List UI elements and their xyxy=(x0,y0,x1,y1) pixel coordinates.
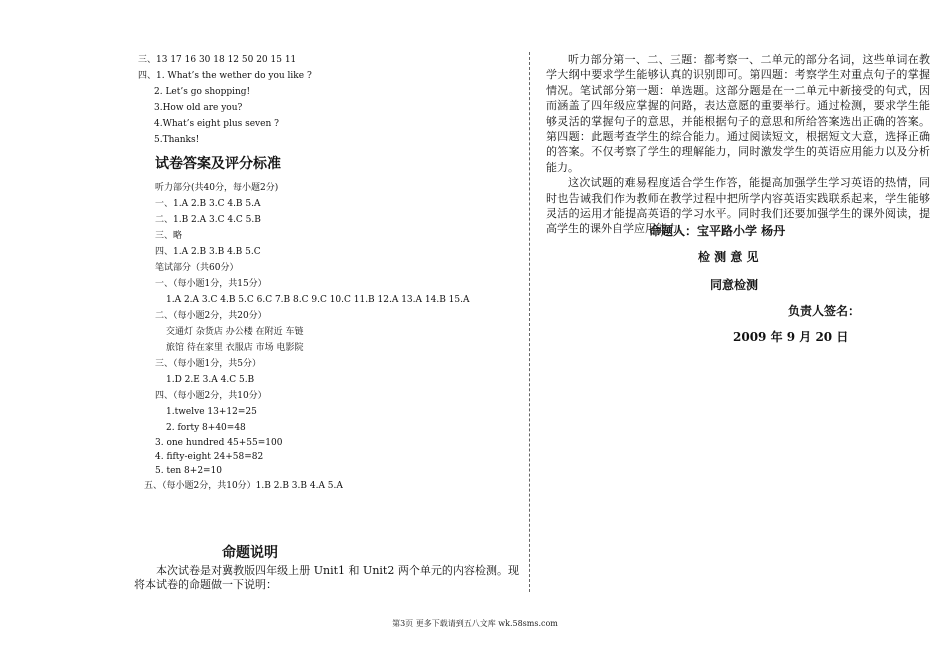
written-section4-answer-2: 2. forty 8+40=48 xyxy=(166,423,246,433)
listening-section3-numbers: 三、13 17 16 30 18 12 50 20 15 11 xyxy=(138,55,297,65)
written-section3-head: 三、（每小题1分，共5分） xyxy=(155,359,261,369)
listening-section4-item-3: 3.How old are you? xyxy=(154,103,243,113)
right-column xyxy=(546,52,930,237)
left-column xyxy=(138,52,518,494)
description-title: 命题说明 xyxy=(222,545,278,561)
written-section4-answer-1: 1.twelve 13+12=25 xyxy=(166,407,257,417)
written-section1-answers: 1.A 2.A 3.C 4.B 5.C 6.C 7.B 8.C 9.C 10.C 11.B 12.A 13.A 14.B 15.A xyxy=(166,295,470,305)
listening-answer-4: 四、1.A 2.B 3.B 4.B 5.C xyxy=(155,247,261,257)
written-section4-answer-3: 3. one hundred 45+55=100 xyxy=(155,438,283,448)
review-heading: 检 测 意 见 xyxy=(698,250,759,264)
written-section2-row2: 旅馆 待在家里 衣服店 市场 电影院 xyxy=(166,343,304,353)
listening-section4-item-2: 2. Let’s go shopping! xyxy=(154,87,251,97)
signer-label: 负责人签名： xyxy=(788,304,861,318)
description-body xyxy=(134,564,519,592)
written-section3-answers: 1.D 2.E 3.A 4.C 5.B xyxy=(166,375,255,385)
review-opinion: 同意检测 xyxy=(710,278,759,292)
written-section4-answer-4: 4. fifty-eight 24+58=82 xyxy=(155,452,264,462)
answers-title: 试卷答案及评分标准 xyxy=(155,156,281,172)
listening-header: 听力部分(共40分，每小题2分) xyxy=(155,183,279,193)
explanation-paragraph-2: 这次试题的难易程度适合学生作答，能提高加强学生学习英语的热情，同时也告诫我们作为教师在教学过程中把所学内容英语实践联系起来，学生能够灵活的运用才能提高英语的学习水平。同时我们还要加强学生的课外阅读，提高学生的课外自学应用能力。 xyxy=(546,176,930,236)
written-section5-answers: 五、（每小题2分，共10分）1.B 2.B 3.B 4.A 5.A xyxy=(144,481,343,491)
written-section4-answer-5: 5. ten 8+2=10 xyxy=(155,466,223,476)
listening-answer-3: 三、略 xyxy=(155,231,183,241)
listening-answer-1: 一、1.A 2.B 3.C 4.B 5.A xyxy=(155,199,261,209)
written-section2-head: 二、（每小题2分，共20分） xyxy=(155,311,267,321)
written-section2-row1: 交通灯 杂货店 办公楼 在附近 车链 xyxy=(166,327,304,337)
description-paragraph: 本次试卷是对冀教版四年级上册 Unit1 和 Unit2 两个单元的内容检测。现将本试卷的命题做一下说明： xyxy=(134,564,519,591)
date-line: 2009 年 9 月 20 日 xyxy=(733,330,849,344)
column-divider xyxy=(529,52,530,592)
written-header: 笔试部分（共60分） xyxy=(155,263,239,273)
listening-section4-item-5: 5.Thanks! xyxy=(154,135,200,145)
listening-section4-item-1: 四、1. What’s the wether do you like ? xyxy=(138,71,312,81)
listening-answer-2: 二、1.B 2.A 3.C 4.C 5.B xyxy=(155,215,261,225)
written-section1-head: 一、（每小题1分，共15分） xyxy=(155,279,267,289)
listening-section4-item-4: 4.What’s eight plus seven ? xyxy=(154,119,279,129)
page-footer: 第3页 更多下载请到五八文库 wk.58sms.com xyxy=(392,619,558,628)
author-line: 命题人：宝平路小学 杨丹 xyxy=(649,224,786,238)
explanation-paragraph-1: 听力部分第一、二、三题：都考察一、二单元的部分名词，这些单词在教学大纲中要求学生能够认真的识别即可。第四题：考察学生对重点句子的掌握情况。笔试部分第一题：单选题。这部分题是在一二单元中新接受的句式，因而涵盖了四年级应掌握的问路，表达意愿的重要举行。通过检测，要求学生能够灵活的掌握句子的意思，并能根据句子的意思和所给答案选出正确的答案。第四题：此题考查学生的综合能力。通过阅读短文，根据短文大意，选择正确的答案。不仅考察了学生的理解能力，同时激发学生的英语应用能力以及分析能力。 xyxy=(546,53,930,174)
written-section4-head: 四、（每小题2分，共10分） xyxy=(155,391,267,401)
